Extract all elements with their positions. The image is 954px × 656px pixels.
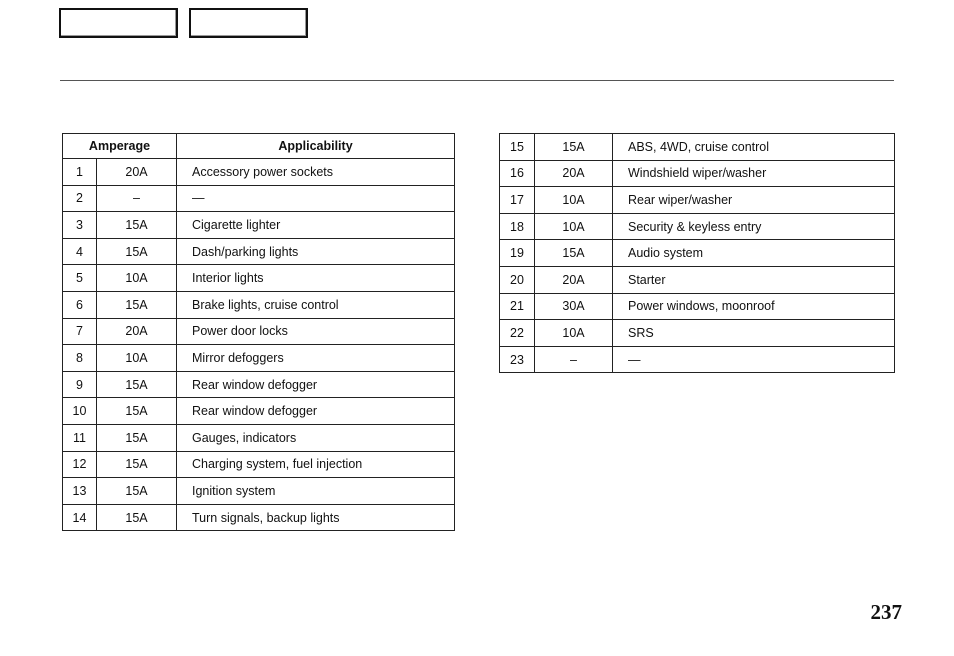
table-row	[500, 320, 895, 347]
fuse-number-cell: 8	[63, 345, 97, 372]
amperage-cell: 15A	[97, 424, 177, 451]
amperage-cell: 10A	[535, 187, 613, 214]
applicability-cell: Rear window defogger	[177, 371, 455, 398]
table-row	[63, 371, 455, 398]
fuse-number-cell: 14	[63, 504, 97, 531]
fuse-number-cell: 1	[63, 159, 97, 186]
table-row	[63, 212, 455, 239]
fuse-number-cell: 17	[500, 187, 535, 214]
applicability-cell: Cigarette lighter	[177, 212, 455, 239]
table-row	[500, 160, 895, 187]
amperage-cell: 15A	[97, 212, 177, 239]
applicability-cell: Turn signals, backup lights	[177, 504, 455, 531]
applicability-cell: Security & keyless entry	[613, 213, 895, 240]
table-row	[500, 134, 895, 161]
amperage-cell: 15A	[97, 291, 177, 318]
header-divider	[60, 80, 894, 81]
amperage-cell: –	[97, 185, 177, 212]
amperage-cell: 10A	[535, 320, 613, 347]
applicability-cell: Mirror defoggers	[177, 345, 455, 372]
fuse-number-cell: 20	[500, 266, 535, 293]
table-row	[63, 478, 455, 505]
amperage-cell: 20A	[535, 160, 613, 187]
fuse-number-cell: 4	[63, 238, 97, 265]
fuse-number-cell: 15	[500, 134, 535, 161]
applicability-cell: ABS, 4WD, cruise control	[613, 134, 895, 161]
applicability-cell: —	[613, 346, 895, 373]
fuse-number-cell: 19	[500, 240, 535, 267]
table-row	[63, 318, 455, 345]
fuse-number-cell: 3	[63, 212, 97, 239]
fuse-number-cell: 10	[63, 398, 97, 425]
amperage-cell: 15A	[535, 240, 613, 267]
fuse-number-cell: 16	[500, 160, 535, 187]
applicability-cell: SRS	[613, 320, 895, 347]
applicability-cell: Interior lights	[177, 265, 455, 292]
applicability-cell: Ignition system	[177, 478, 455, 505]
amperage-cell: 15A	[535, 134, 613, 161]
applicability-cell: —	[177, 185, 455, 212]
nav-button-previous[interactable]	[59, 8, 178, 38]
table-row	[500, 240, 895, 267]
fuse-number-cell: 22	[500, 320, 535, 347]
applicability-cell: Audio system	[613, 240, 895, 267]
amperage-cell: 20A	[535, 266, 613, 293]
fuse-number-cell: 13	[63, 478, 97, 505]
fuse-number-cell: 5	[63, 265, 97, 292]
amperage-cell: 10A	[97, 345, 177, 372]
amperage-cell: 15A	[97, 504, 177, 531]
table-row	[500, 346, 895, 373]
table-header-row	[63, 134, 455, 159]
amperage-cell: 10A	[97, 265, 177, 292]
fuse-number-cell: 21	[500, 293, 535, 320]
applicability-cell: Charging system, fuel injection	[177, 451, 455, 478]
fuse-number-cell: 9	[63, 371, 97, 398]
amperage-cell: –	[535, 346, 613, 373]
fuse-table-right	[499, 133, 895, 373]
column-header-applicability: Applicability	[177, 134, 455, 159]
fuse-number-cell: 11	[63, 424, 97, 451]
fuse-number-cell: 7	[63, 318, 97, 345]
table-row	[63, 451, 455, 478]
applicability-cell: Rear window defogger	[177, 398, 455, 425]
table-row	[63, 265, 455, 292]
table-row	[500, 266, 895, 293]
fuse-table-left	[62, 133, 455, 531]
table-row	[500, 293, 895, 320]
column-header-amperage: Amperage	[63, 134, 177, 159]
applicability-cell: Gauges, indicators	[177, 424, 455, 451]
table-row	[63, 424, 455, 451]
table-row	[500, 187, 895, 214]
amperage-cell: 30A	[535, 293, 613, 320]
fuse-number-cell: 2	[63, 185, 97, 212]
amperage-cell: 20A	[97, 159, 177, 186]
fuse-number-cell: 18	[500, 213, 535, 240]
applicability-cell: Dash/parking lights	[177, 238, 455, 265]
page-number: 237	[870, 600, 902, 624]
amperage-cell: 15A	[97, 398, 177, 425]
table-row	[500, 213, 895, 240]
applicability-cell: Windshield wiper/washer	[613, 160, 895, 187]
amperage-cell: 10A	[535, 213, 613, 240]
amperage-cell: 15A	[97, 478, 177, 505]
amperage-cell: 15A	[97, 238, 177, 265]
applicability-cell: Rear wiper/washer	[613, 187, 895, 214]
applicability-cell: Power windows, moonroof	[613, 293, 895, 320]
amperage-cell: 20A	[97, 318, 177, 345]
applicability-cell: Starter	[613, 266, 895, 293]
table-row	[63, 185, 455, 212]
applicability-cell: Power door locks	[177, 318, 455, 345]
applicability-cell: Accessory power sockets	[177, 159, 455, 186]
table-row	[63, 504, 455, 531]
amperage-cell: 15A	[97, 451, 177, 478]
table-row	[63, 345, 455, 372]
amperage-cell: 15A	[97, 371, 177, 398]
fuse-number-cell: 23	[500, 346, 535, 373]
table-row	[63, 159, 455, 186]
table-row	[63, 291, 455, 318]
applicability-cell: Brake lights, cruise control	[177, 291, 455, 318]
table-row	[63, 398, 455, 425]
fuse-number-cell: 12	[63, 451, 97, 478]
nav-button-next[interactable]	[189, 8, 308, 38]
table-row	[63, 238, 455, 265]
fuse-number-cell: 6	[63, 291, 97, 318]
